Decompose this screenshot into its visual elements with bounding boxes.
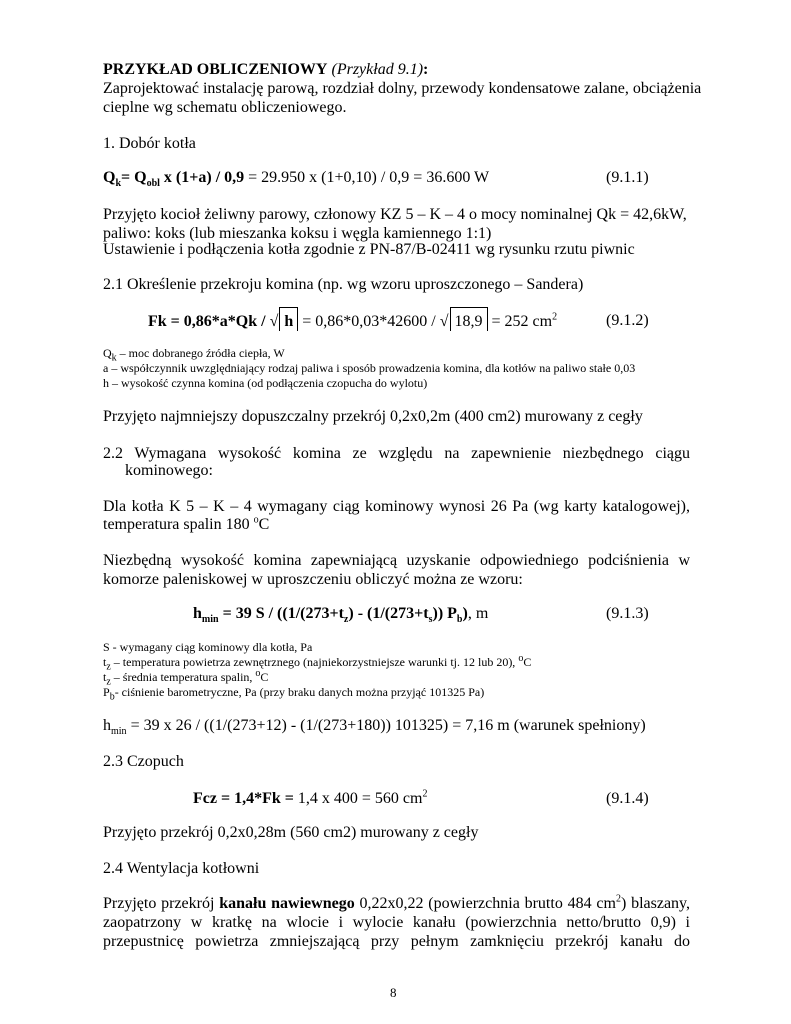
equation-9-1-3: $h_{min} = 39$ $S / ((1/(273+t_z) - (1/(273+t_s))$ $P_b$), m bbox=[193, 605, 489, 626]
legend-a: a – współczynnik uwzględniający rodzaj paliwa i sposób prowadzenia komina, dla kotłów na paliwo stałe 0,03 bbox=[103, 361, 636, 375]
legend-pb: $P_b-$ ciśnienie barometryczne, Pa (przy braku danych można przyjąć 101325 Pa) bbox=[103, 685, 485, 703]
section-2-1-heading: 2.1 Określenie przekroju komina (np. wg wzoru uproszczonego – Sandera) bbox=[103, 276, 584, 293]
legend-ts: $t_z$ – średnia temperatura spalin, $^o$C bbox=[103, 668, 269, 688]
paragraph-chimney-section: Przyjęto najmniejszy dopuszczalny przekrój 0,2x0,2m (400 cm2) murowany z cegły bbox=[103, 408, 643, 425]
legend-qk: $Q_k$ – moc dobranego źródła ciepła, W bbox=[103, 346, 285, 364]
example-heading: PRZYKŁAD OBLICZENIOWY (Przykład 9.1): bbox=[103, 61, 429, 78]
equation-9-1-2: Fk = 0,86*a*Qk / √ h = 0,86*0,03*42600 / √ 18,9 = 252 $cm^2$ bbox=[148, 311, 557, 331]
paragraph-draft-line-2: temperatura spalin 180 $^o$C bbox=[103, 514, 270, 533]
legend-s: S - wymagany ciąg kominowy dla kotła, Pa bbox=[103, 640, 313, 654]
paragraph-ventilation-line-1: Przyjęto przekrój kanału nawiewnego 0,22x0,22 (powierzchnia brutto 484 $cm^2$) blaszany, bbox=[103, 893, 691, 912]
paragraph-ventilation-line-2: zaopatrzony w kratkę na wlocie i wylocie kanału (powierzchnia netto/brutto 0,9) i bbox=[103, 914, 690, 931]
calculation-hmin: $h_{min} = 39$ x 26 / ((1/(273+12) - (1/(273+180)) 101325) = 7,16 m (warunek spełniony) bbox=[103, 717, 646, 738]
paragraph-draft-line-1: Dla kotła K 5 – K – 4 wymagany ciąg kominowy wynosi 26 Pa (wg karty katalogowej), bbox=[103, 498, 690, 515]
paragraph-boiler-line-3: Ustawienie i podłączenia kotła zgodnie z PN-87/B-02411 wg rysunku rzutu piwnic bbox=[103, 241, 635, 258]
equation-9-1-4: Fcz = 1,4*Fk = 1,4 x 400 = 560 $cm^2$ bbox=[193, 788, 428, 807]
legend-tz: $t_z$ – temperatura powietrza zewnętrznego (najniekorzystniejsze warunki tj. 12 lub 20), $^o$C bbox=[103, 653, 532, 673]
paragraph-height-line-2: komorze paleniskowej w uproszczeniu obliczyć można ze wzoru: bbox=[103, 571, 523, 588]
equation-number-9-1-2: (9.1.2) bbox=[606, 312, 649, 329]
paragraph-ventilation-line-3: przepustnicę powietrza zmniejszającą przy pełnym zamknięciu przekrój kanału do bbox=[103, 933, 690, 950]
equation-9-1-1: $Q_k= Q_{obl}$ x (1+a) / 0,9 = 29.950 x (1+0,10) / 0,9 = 36.600 W bbox=[103, 169, 490, 190]
equation-number-9-1-4: (9.1.4) bbox=[606, 790, 649, 807]
intro-line-2: cieplne wg schematu obliczeniowego. bbox=[103, 99, 347, 116]
section-2-2-heading-line-1: 2.2 Wymagana wysokość komina ze względu na zapewnienie niezbędnego ciągu bbox=[103, 445, 690, 462]
equation-number-9-1-1: (9.1.1) bbox=[606, 169, 649, 186]
section-2-2-heading-line-2: kominowego: bbox=[125, 462, 213, 479]
equation-number-9-1-3: (9.1.3) bbox=[606, 605, 649, 622]
section-2-4-heading: 2.4 Wentylacja kotłowni bbox=[103, 860, 260, 877]
paragraph-boiler-line-1: Przyjęto kocioł żeliwny parowy, członowy KZ 5 – K – 4 o mocy nominalnej Qk = 42,6kW, bbox=[103, 206, 687, 223]
section-2-3-heading: 2.3 Czopuch bbox=[103, 753, 184, 770]
intro-line-1: Zaprojektować instalację parową, rozdział dolny, przewody kondensatowe zalane, obciążenia bbox=[103, 80, 702, 97]
page-number: 8 bbox=[390, 985, 397, 1000]
paragraph-flue-section: Przyjęto przekrój 0,2x0,28m (560 cm2) murowany z cegły bbox=[103, 824, 479, 841]
section-1-heading: 1. Dobór kotła bbox=[103, 135, 196, 152]
paragraph-height-line-1: Niezbędną wysokość komina zapewniającą uzyskanie odpowiedniego podciśnienia w bbox=[103, 552, 690, 569]
legend-h: h – wysokość czynna komina (od podłączenia czopucha do wylotu) bbox=[103, 376, 428, 390]
paragraph-boiler-line-2: paliwo: koks (lub mieszanka koksu i węgla kamiennego 1:1) bbox=[103, 225, 492, 242]
